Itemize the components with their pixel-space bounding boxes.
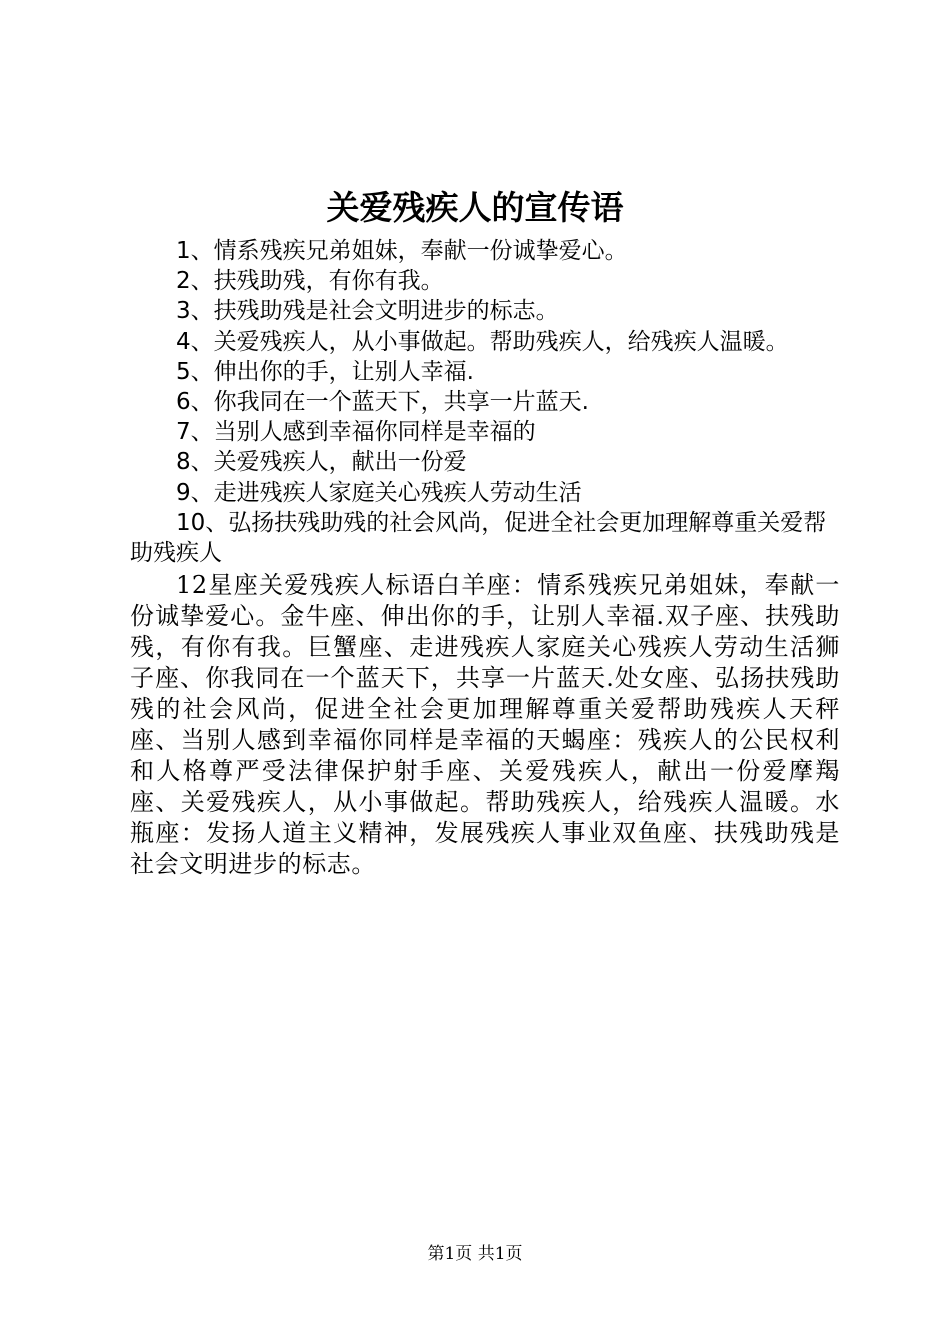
slogan-extra-text: 帮助残疾人，给残疾人温暖。 [489,328,789,355]
slogan-list [130,236,840,568]
zodiac-paragraph: 12星座关爱残疾人标语白羊座：情系残疾兄弟姐妹，奉献一份诚挚爱心。金牛座、伸出你的手，让别人幸福.双子座、扶残助残，有你有我。巨蟹座、走进残疾人家庭关心残疾人劳动生活狮子座、你我同在一个蓝天下，共享一片蓝天.处女座、弘扬扶残助残的社会风尚，促进全社会更加理解尊重关爱帮助残疾人天秤座、当别人感到幸福你同样是幸福的天蝎座：残疾人的公民权利和人格尊严受法律保护射手座、关爱残疾人，献出一份爱摩羯座、关爱残疾人，从小事做起。帮助残疾人，给残疾人温暖。水瓶座：发扬人道主义精神，发展残疾人事业双鱼座、扶残助残是社会文明进步的标志。 [130,571,840,878]
page-footer: 第1页 共1页 [427,1244,523,1264]
slogan-item: 9、走进残疾人家庭关心残疾人劳动生活 [176,479,582,506]
slogan-item: 2、扶残助残，有你有我。 [176,268,444,295]
slogan-item: 10、弘扬扶残助残的社会风尚，促进全社会更加理解尊重关爱帮助残疾人 [130,509,827,567]
slogan-item [130,327,840,357]
slogan-item: 5、伸出你的手，让别人幸福. [176,358,474,385]
slogan-item: 8、关爱残疾人，献出一份爱 [176,449,467,476]
slogan-item: 1、情系残疾兄弟姐妹，奉献一份诚挚爱心。 [176,238,628,264]
slogan-text: 4、关爱残疾人，从小事做起。 [176,328,490,355]
document-title: 关爱残疾人的宣传语 [326,188,624,227]
slogan-item: 3、扶残助残是社会文明进步的标志。 [176,298,559,325]
slogan-item: 7、当别人感到幸福你同样是幸福的 [176,419,536,446]
slogan-item: 6、你我同在一个蓝天下，共享一片蓝天. [176,389,589,416]
